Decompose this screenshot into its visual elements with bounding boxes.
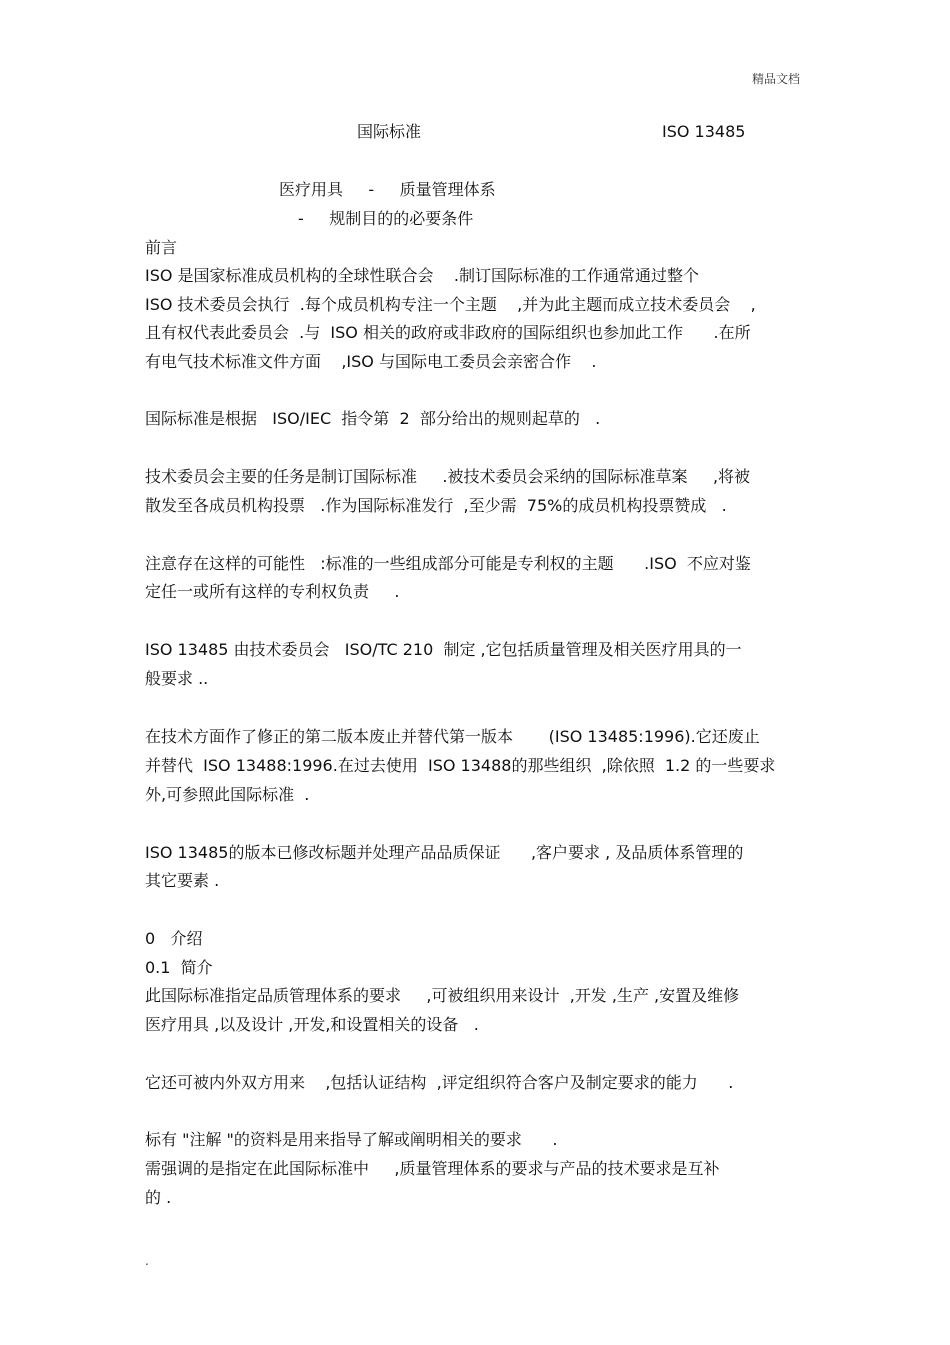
paragraph-line: ISO 是国家标准成员机构的全球性联合会 .制订国际标准的工作通常通过整个	[145, 266, 699, 285]
paragraph-line: ISO 13485的版本已修改标题并处理产品品质保证 ,客户要求 , 及品质体系管理的	[145, 843, 744, 862]
title-iso-number: ISO 13485	[662, 122, 746, 141]
paragraph-line: 此国际标准指定品质管理体系的要求 ,可被组织用来设计 ,开发 ,生产 ,安置及维修	[145, 986, 740, 1005]
paragraph-line: 国际标准是根据 ISO/IEC 指令第 2 部分给出的规则起草的 .	[145, 409, 601, 428]
paragraph-line: 散发至各成员机构投票 .作为国际标准发行 ,至少需 75%的成员机构投票赞成 .	[145, 496, 727, 515]
paragraph-line: 有电气技术标准文件方面 ,ISO 与国际电工委员会亲密合作 .	[145, 352, 597, 371]
paragraph-line: 标有 "注解 "的资料是用来指导了解或阐明相关的要求 .	[145, 1130, 558, 1149]
paragraph-line: 外,可参照此国际标准 .	[145, 785, 310, 804]
paragraph-line: 它还可被内外双方用来 ,包括认证结构 ,评定组织符合客户及制定要求的能力 .	[145, 1073, 734, 1092]
paragraph-line: 且有权代表此委员会 .与 ISO 相关的政府或非政府的国际组织也参加此工作 .在所	[145, 323, 751, 342]
title-line-1: 医疗用具 - 质量管理体系	[279, 180, 496, 199]
footer-mark: .	[145, 1254, 149, 1268]
paragraph-line: 注意存在这样的可能性 :标准的一些组成部分可能是专利权的主题 .ISO 不应对鉴	[145, 554, 751, 573]
section-heading-0: 0 介绍	[145, 929, 203, 948]
paragraph-line: 其它要素 .	[145, 871, 220, 890]
paragraph-line: 般要求 ..	[145, 669, 209, 688]
preface-heading: 前言	[145, 238, 178, 257]
paragraph-line: 需强调的是指定在此国际标准中 ,质量管理体系的要求与产品的技术要求是互补	[145, 1159, 720, 1178]
paragraph-line: 在技术方面作了修正的第二版本废止并替代第一版本 (ISO 13485:1996).它还废止	[145, 727, 760, 746]
section-heading-0-1: 0.1 简介	[145, 958, 213, 977]
title-line-2: - 规制目的的必要条件	[298, 209, 474, 228]
paragraph-line: 的 .	[145, 1188, 172, 1207]
paragraph-line: 医疗用具 ,以及设计 ,开发,和设置相关的设备 .	[145, 1015, 479, 1034]
title-standard: 国际标准	[357, 122, 422, 141]
header-note: 精品文档	[752, 72, 801, 86]
paragraph-line: 定任一或所有这样的专利权负责 .	[145, 582, 400, 601]
paragraph-line: 并替代 ISO 13488:1996.在过去使用 ISO 13488的那些组织 ,除依照 1.2 的一些要求	[145, 756, 776, 775]
paragraph-line: 技术委员会主要的任务是制订国际标准 .被技术委员会采纳的国际标准草案 ,将被	[145, 467, 751, 486]
paragraph-line: ISO 13485 由技术委员会 ISO/TC 210 制定 ,它包括质量管理及相关医疗用具的一	[145, 640, 742, 659]
paragraph-line: ISO 技术委员会执行 .每个成员机构专注一个主题 ,并为此主题而成立技术委员会 ,	[145, 295, 756, 314]
